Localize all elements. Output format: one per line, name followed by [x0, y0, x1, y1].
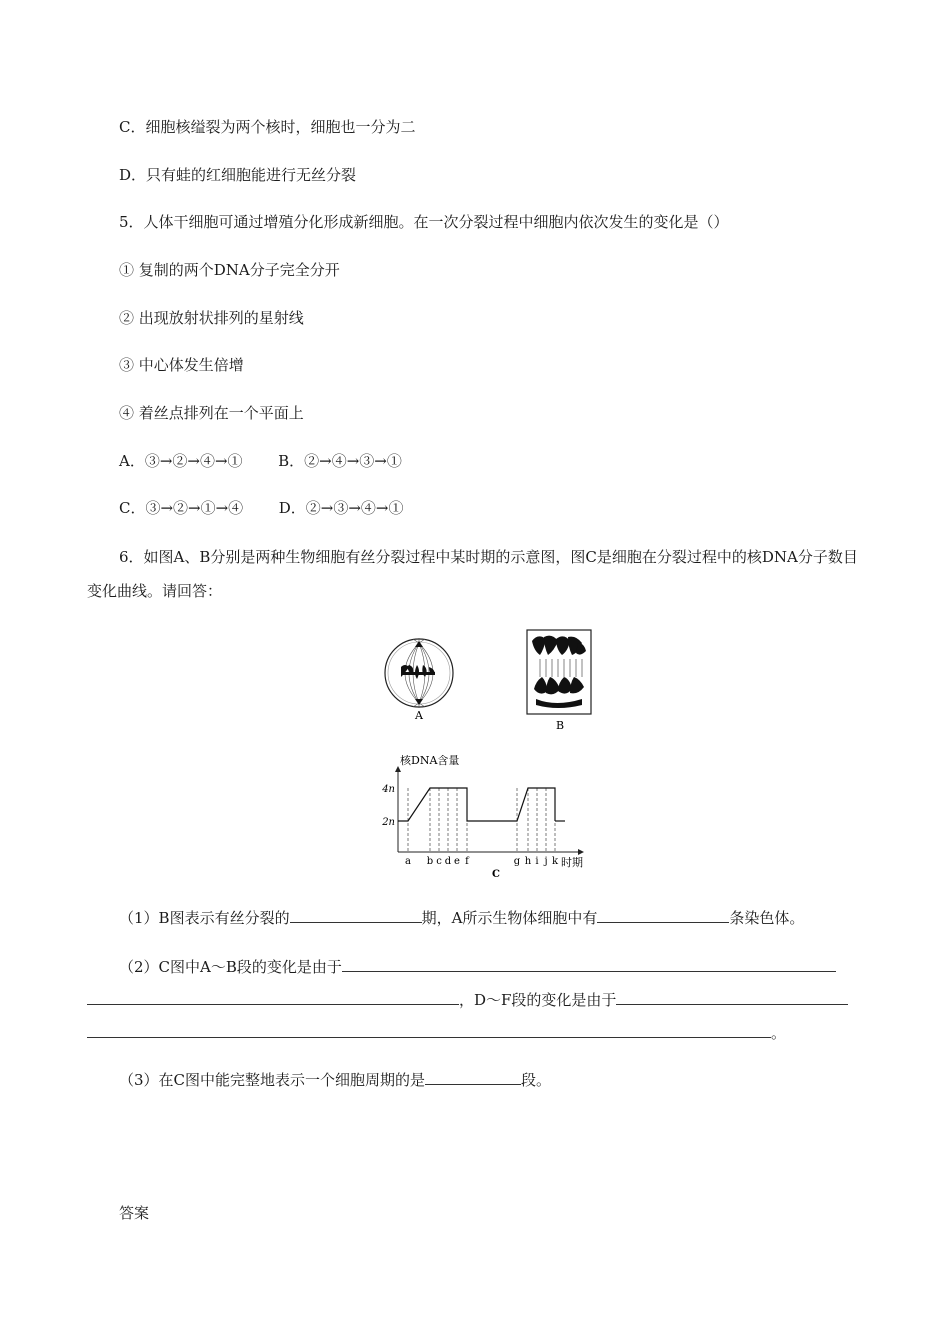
x-axis-label: 时期: [561, 856, 583, 869]
q6-sub2-part3: 。: [771, 1024, 787, 1042]
q6-sub2-blank1-cont[interactable]: [87, 988, 459, 1005]
figure-b-cell: [526, 629, 594, 733]
q5-item-2: ② 出现放射状排列的星射线: [119, 309, 304, 327]
q6-sub1-blank1[interactable]: [290, 906, 422, 923]
q6-stem: 6．如图A、B分别是两种生物细胞有丝分裂过程中某时期的示意图，图C是细胞在分裂过程中的核DNA分子数目变化曲线。请回答：: [87, 548, 858, 600]
q6-sub2-line1: [119, 955, 836, 977]
figure-a-cell: [383, 637, 455, 721]
chart-title: C: [492, 869, 500, 880]
q5-option-b: B．②→④→③→①: [278, 452, 402, 470]
q5-options-row-2: [119, 498, 403, 518]
dna-content-line: [398, 788, 555, 821]
x-tick-label: c: [436, 856, 442, 867]
q5-option-d: D．②→③→④→①: [278, 499, 404, 517]
q5-item-3: ③ 中心体发生倍增: [119, 356, 244, 374]
q6-sub2-part2: ，D～F段的变化是由于: [459, 991, 617, 1009]
q5-item-4: ④ 着丝点排列在一个平面上: [119, 404, 304, 422]
x-tick-label: k: [551, 856, 559, 867]
x-tick-label: a: [405, 856, 411, 867]
x-tick-label: f: [465, 856, 469, 867]
figure-b-label: B: [555, 719, 565, 732]
q5-item-1: ① 复制的两个DNA分子完全分开: [119, 261, 340, 279]
x-tick-label: h: [524, 856, 532, 867]
q6-sub2-blank2-cont[interactable]: [87, 1021, 771, 1038]
q4-option-c: C．细胞核缢裂为两个核时，细胞也一分为二: [119, 118, 416, 136]
q5-options-row-1: [119, 451, 402, 471]
q5-option-c: C．③→②→①→④: [119, 499, 244, 517]
x-axis-arrow: [578, 849, 584, 855]
q6-sub2-blank1[interactable]: [342, 955, 836, 972]
q6-sub3-part1: （3）在C图中能完整地表示一个细胞周期的是: [119, 1071, 426, 1089]
x-tick-label: b: [426, 856, 434, 867]
q6-sub1: [119, 906, 804, 928]
q4-option-d: D．只有蛙的红细胞能进行无丝分裂: [119, 166, 357, 184]
y-tick-label: 4n: [382, 784, 395, 795]
q6-sub1-part2: 期，A所示生物体细胞中有: [421, 909, 598, 927]
answer-heading: 答案: [119, 1204, 150, 1222]
x-tick-label: g: [513, 856, 521, 867]
figure-a-label: A: [415, 709, 423, 721]
q6-sub1-part3: 条染色体。: [729, 909, 805, 927]
q6-sub1-part1: （1）B图表示有丝分裂的: [119, 909, 290, 927]
q5-option-a: A．③→②→④→①: [119, 452, 243, 470]
q6-sub2-blank2[interactable]: [616, 988, 848, 1005]
x-tick-label: i: [535, 856, 539, 867]
y-axis-label: 核DNA含量: [400, 755, 460, 767]
figure-c-chart: [368, 755, 618, 885]
q6-sub2-line3: [87, 1021, 786, 1043]
q5-stem: 5．人体干细胞可通过增殖分化形成新细胞。在一次分裂过程中细胞内依次发生的变化是（）: [119, 213, 729, 231]
q6-sub2-line2: [87, 988, 848, 1010]
q6-sub1-blank2[interactable]: [597, 906, 729, 923]
y-tick-label: 2n: [382, 817, 395, 828]
q6-sub3-blank[interactable]: [425, 1068, 521, 1085]
x-tick-label: d: [444, 856, 452, 867]
q6-sub3: [119, 1068, 551, 1090]
x-tick-label: j: [544, 856, 548, 867]
q6-sub2-part1: （2）C图中A～B段的变化是由于: [119, 958, 342, 976]
q6-sub3-part2: 段。: [521, 1071, 552, 1089]
x-tick-label: e: [454, 856, 460, 867]
